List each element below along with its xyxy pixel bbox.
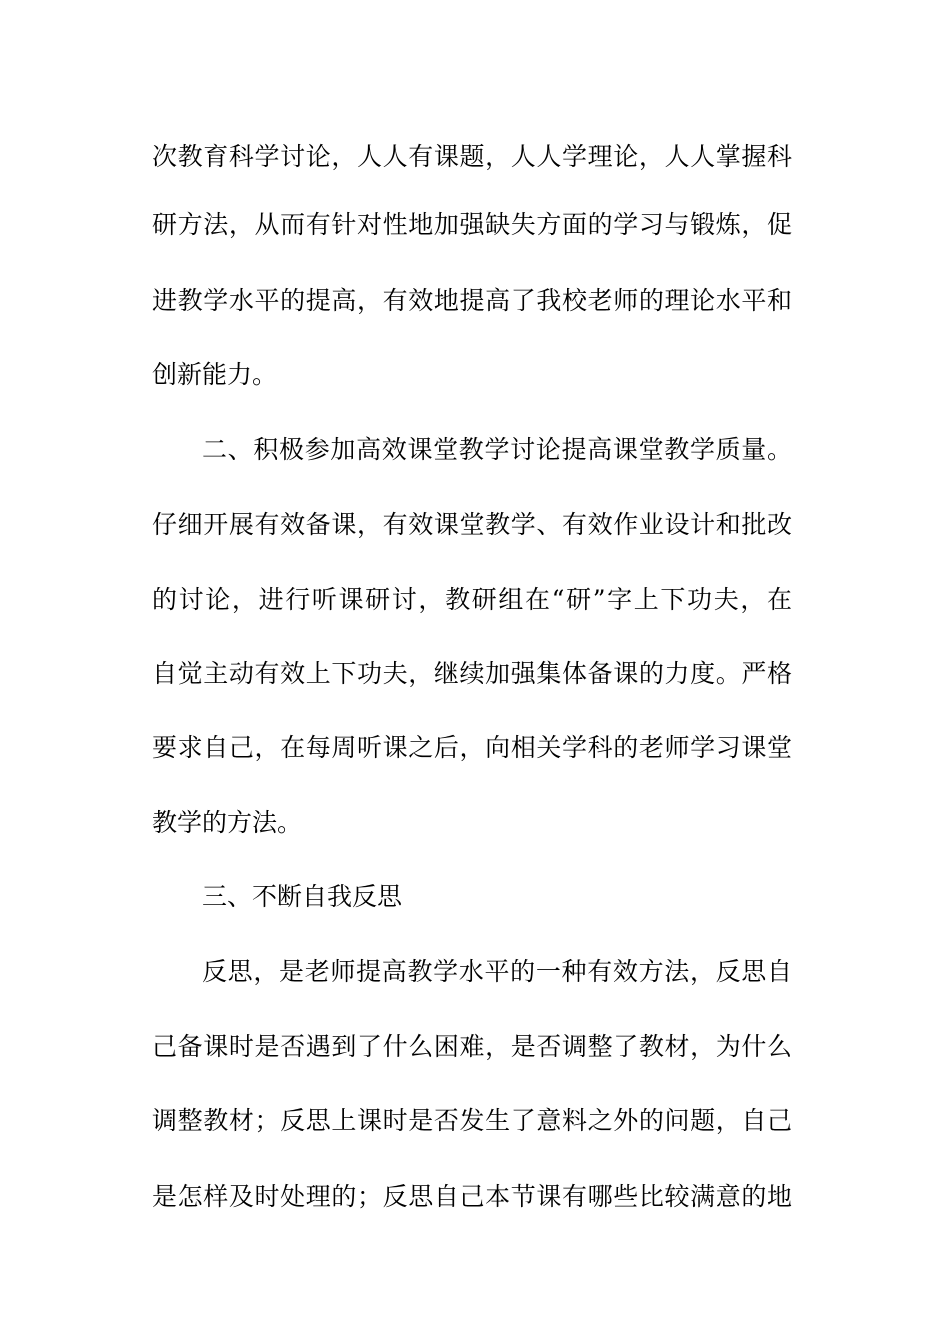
text-line: 己备课时是否遇到了什么困难，是否调整了教材，为什么	[152, 1032, 792, 1061]
text-line: 进教学水平的提高，有效地提高了我校老师的理论水平和	[152, 286, 792, 315]
text-line: 自觉主动有效上下功夫，继续加强集体备课的力度。严格	[152, 659, 792, 688]
section-heading: 二、积极参加高效课堂教学讨论提高课堂教学质量。	[202, 435, 792, 464]
section-heading: 三、不断自我反思	[202, 882, 403, 911]
text-line: 要求自己，在每周听课之后，向相关学科的老师学习课堂	[152, 733, 792, 762]
text-line: 是怎样及时处理的；反思自己本节课有哪些比较满意的地	[152, 1182, 792, 1211]
text-line: 仔细开展有效备课，有效课堂教学、有效作业设计和批改	[152, 510, 792, 539]
text-line: 创新能力。	[152, 360, 278, 389]
text-line: 教学的方法。	[152, 808, 303, 837]
text-line: 调整教材；反思上课时是否发生了意料之外的问题，自己	[152, 1106, 792, 1135]
text-line: 次教育科学讨论，人人有课题，人人学理论，人人掌握科	[152, 142, 792, 171]
text-line: 研方法，从而有针对性地加强缺失方面的学习与锻炼，促	[152, 210, 792, 239]
text-line: 的讨论，进行听课研讨，教研组在“研”字上下功夫，在	[152, 585, 792, 614]
text-line: 反思，是老师提高教学水平的一种有效方法，反思自	[202, 957, 792, 986]
